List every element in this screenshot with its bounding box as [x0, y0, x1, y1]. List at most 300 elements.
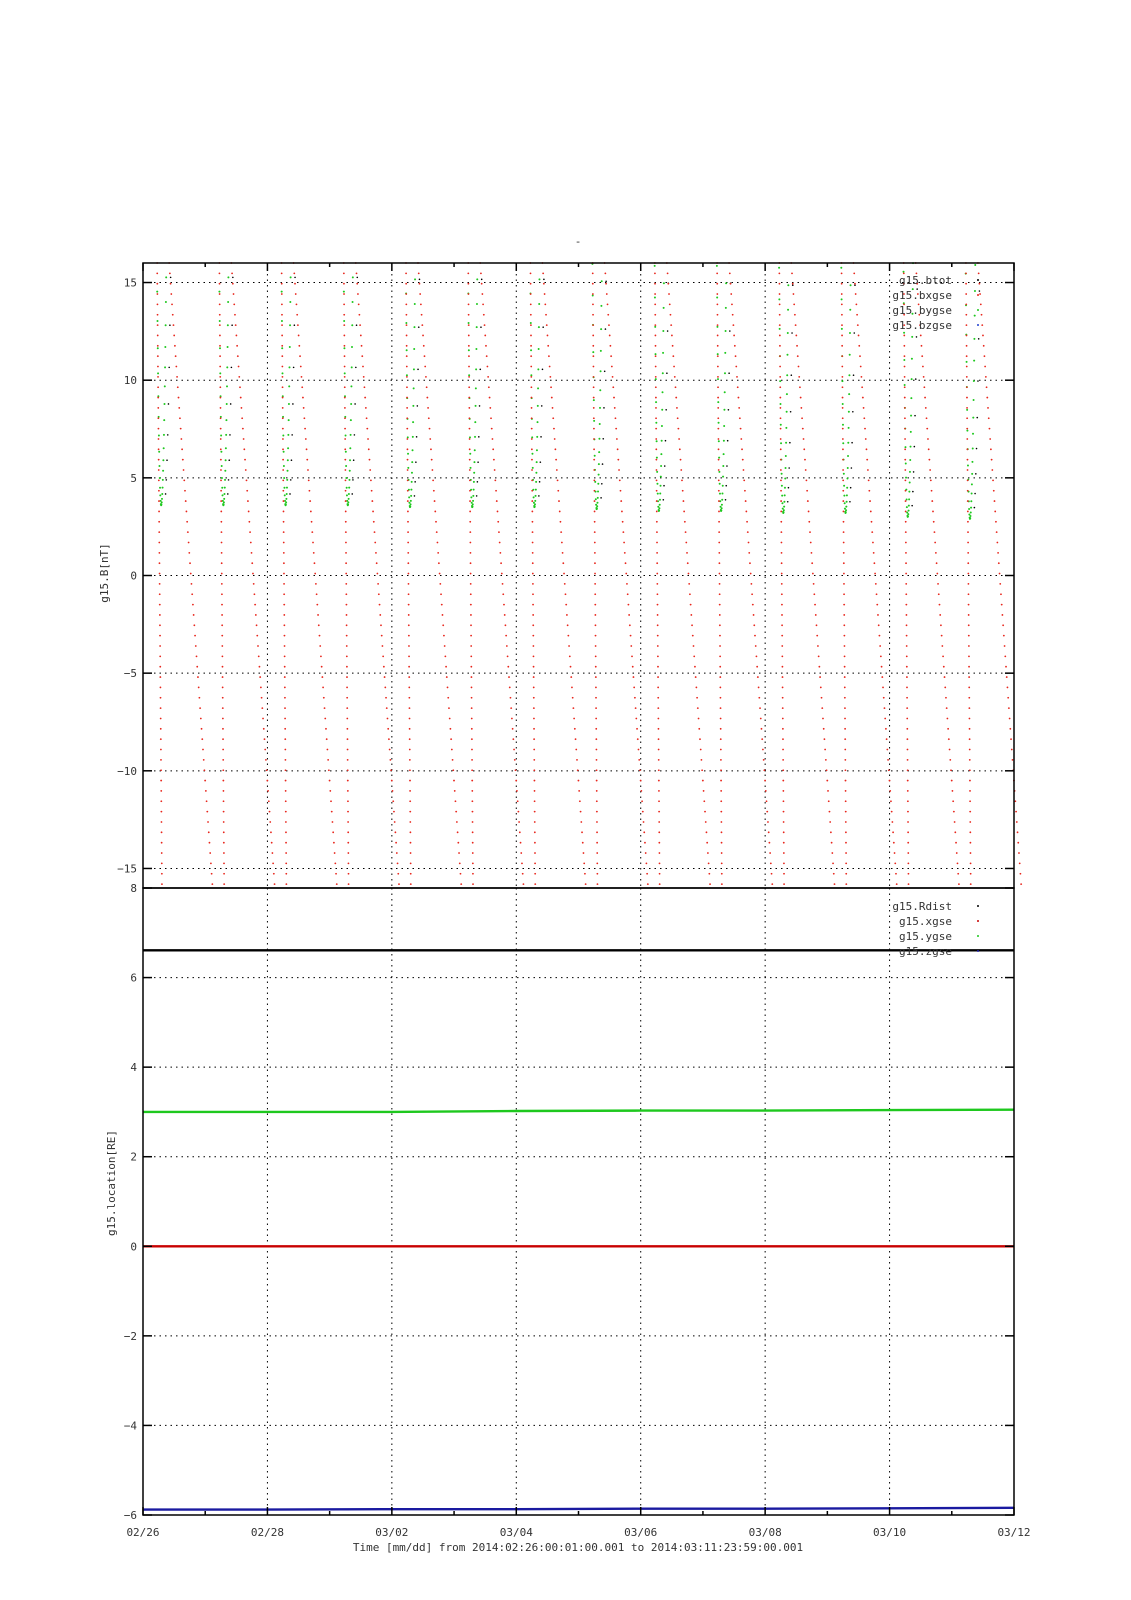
bxgse-point — [907, 842, 909, 844]
bxgse-point — [1007, 687, 1009, 689]
bxgse-point — [886, 738, 888, 740]
bxgse-point — [251, 562, 253, 564]
bxgse-point — [253, 583, 255, 585]
bxgse-point — [842, 386, 844, 388]
bxgse-point — [237, 355, 239, 357]
bxgse-point — [606, 293, 608, 295]
bxgse-point — [534, 842, 536, 844]
bygse-point — [908, 505, 910, 507]
bxgse-point — [534, 790, 536, 792]
bygse-point — [288, 403, 290, 405]
bxgse-point — [284, 687, 286, 689]
bxgse-point — [593, 469, 595, 471]
bxgse-point — [533, 707, 535, 709]
bygse-point — [350, 419, 352, 421]
bxgse-point — [923, 386, 925, 388]
bxgse-point — [533, 676, 535, 678]
bxgse-point — [966, 417, 968, 419]
bxgse-point — [303, 417, 305, 419]
bxgse-point — [346, 624, 348, 626]
bxgse-point — [806, 479, 808, 481]
legend-marker-ygse — [977, 935, 979, 937]
bygse-point — [286, 487, 288, 489]
bxgse-point — [188, 542, 190, 544]
bxgse-point — [347, 842, 349, 844]
bygse-point — [285, 501, 287, 503]
bxgse-point — [344, 407, 346, 409]
bxgse-point — [779, 397, 781, 399]
bxgse-point — [543, 283, 545, 285]
bygse-point — [413, 387, 415, 389]
bxgse-point — [468, 376, 470, 378]
bxgse-point — [409, 749, 411, 751]
bxgse-point — [408, 655, 410, 657]
bxgse-point — [921, 345, 923, 347]
bxgse-point — [845, 862, 847, 864]
bxgse-point — [327, 749, 329, 751]
bygse-point — [409, 505, 411, 507]
bxgse-point — [683, 500, 685, 502]
bxgse-point — [469, 511, 471, 513]
btot-point — [419, 279, 421, 281]
bxgse-point — [596, 831, 598, 833]
bxgse-point — [828, 800, 830, 802]
bxgse-point — [364, 397, 366, 399]
bxgse-point — [282, 490, 284, 492]
bxgse-point — [933, 521, 935, 523]
bygse-point — [594, 455, 596, 457]
bxgse-point — [657, 676, 659, 678]
bxgse-point — [306, 459, 308, 461]
bxgse-point — [259, 676, 261, 678]
bygse-point — [343, 320, 345, 322]
bygse-point — [784, 487, 786, 489]
bxgse-point — [970, 842, 972, 844]
bygse-point — [281, 320, 283, 322]
btot-point — [168, 403, 170, 405]
bxgse-point — [488, 386, 490, 388]
bxgse-point — [968, 593, 970, 595]
bygse-point — [350, 434, 352, 436]
bxgse-point — [594, 593, 596, 595]
bygse-point — [783, 509, 785, 511]
bxgse-point — [717, 386, 719, 388]
bygse-point — [287, 459, 289, 461]
bxgse-point — [406, 355, 408, 357]
bxgse-point — [579, 800, 581, 802]
bygse-point — [352, 301, 354, 303]
bxgse-point — [717, 428, 719, 430]
bxgse-point — [625, 573, 627, 575]
bygse-point — [219, 320, 221, 322]
bxgse-point — [186, 521, 188, 523]
bxgse-point — [906, 635, 908, 637]
bxgse-point — [283, 614, 285, 616]
bxgse-point — [578, 790, 580, 792]
bxgse-point — [1000, 593, 1002, 595]
bxgse-point — [282, 407, 284, 409]
bxgse-point — [669, 304, 671, 306]
bxgse-point — [283, 521, 285, 523]
bxgse-point — [393, 811, 395, 813]
bxgse-point — [682, 490, 684, 492]
bxgse-point — [761, 728, 763, 730]
btot-point — [292, 403, 294, 405]
bxgse-point — [936, 573, 938, 575]
btot-point — [853, 332, 855, 334]
bxgse-point — [966, 324, 968, 326]
bxgse-point — [248, 521, 250, 523]
bxgse-point — [328, 769, 330, 771]
bxgse-point — [596, 852, 598, 854]
bygse-point — [476, 278, 478, 280]
bxgse-point — [907, 790, 909, 792]
bxgse-point — [806, 490, 808, 492]
bxgse-point — [484, 324, 486, 326]
bxgse-point — [266, 769, 268, 771]
bygse-point — [407, 453, 409, 455]
bxgse-point — [844, 707, 846, 709]
bxgse-point — [429, 428, 431, 430]
bxgse-point — [721, 883, 723, 885]
bxgse-point — [841, 366, 843, 368]
bxgse-point — [781, 542, 783, 544]
bxgse-point — [654, 293, 656, 295]
bxgse-point — [583, 852, 585, 854]
bygse-point — [784, 478, 786, 480]
bxgse-point — [220, 490, 222, 492]
bxgse-point — [795, 335, 797, 337]
bxgse-point — [970, 883, 972, 885]
bygse-point — [535, 481, 537, 483]
bxgse-point — [905, 573, 907, 575]
bygse-point — [910, 446, 912, 448]
bygse-point — [281, 291, 283, 293]
bxgse-point — [472, 842, 474, 844]
bxgse-point — [751, 593, 753, 595]
bxgse-point — [905, 593, 907, 595]
bxgse-point — [533, 769, 535, 771]
bxgse-point — [845, 852, 847, 854]
bxgse-point — [604, 272, 606, 274]
bxgse-point — [685, 531, 687, 533]
bxgse-point — [656, 583, 658, 585]
bxgse-point — [523, 883, 525, 885]
bxgse-point — [1020, 883, 1022, 885]
bxgse-point — [783, 831, 785, 833]
bxgse-point — [308, 479, 310, 481]
bygse-point — [784, 494, 786, 496]
bygse-point — [966, 430, 968, 432]
bxgse-point — [343, 293, 345, 295]
bxgse-point — [365, 407, 367, 409]
bxgse-point — [966, 407, 968, 409]
bxgse-point — [344, 438, 346, 440]
bxgse-point — [965, 314, 967, 316]
bxgse-point — [985, 376, 987, 378]
bxgse-point — [680, 469, 682, 471]
bxgse-point — [658, 790, 660, 792]
btot-point — [356, 277, 358, 279]
bxgse-point — [333, 842, 335, 844]
bxgse-point — [544, 304, 546, 306]
bxgse-point — [655, 355, 657, 357]
bygse-point — [969, 517, 971, 519]
bygse-point — [157, 320, 159, 322]
bxgse-point — [881, 676, 883, 678]
bxgse-point — [282, 376, 284, 378]
bxgse-point — [470, 552, 472, 554]
bxgse-point — [406, 397, 408, 399]
bygse-point — [157, 372, 159, 374]
bxgse-point — [583, 862, 585, 864]
bxgse-point — [656, 479, 658, 481]
bxgse-point — [969, 738, 971, 740]
x-tick-label: 03/04 — [499, 1526, 533, 1539]
btot-point — [854, 284, 856, 286]
bxgse-point — [204, 769, 206, 771]
bxgse-point — [801, 417, 803, 419]
bxgse-point — [469, 542, 471, 544]
bxgse-point — [542, 272, 544, 274]
bygse-point — [287, 470, 289, 472]
bxgse-point — [628, 614, 630, 616]
bxgse-point — [343, 324, 345, 326]
btot-point — [293, 367, 295, 369]
bxgse-point — [235, 324, 237, 326]
bxgse-point — [999, 573, 1001, 575]
bxgse-point — [460, 873, 462, 875]
bxgse-point — [570, 676, 572, 678]
bygse-point — [225, 447, 227, 449]
bxgse-point — [360, 335, 362, 337]
bxgse-point — [161, 831, 163, 833]
bxgse-point — [716, 283, 718, 285]
bxgse-point — [689, 593, 691, 595]
bxgse-point — [780, 469, 782, 471]
bygse-point — [283, 477, 285, 479]
bxgse-point — [236, 335, 238, 337]
bxgse-point — [344, 428, 346, 430]
bygse-point — [224, 470, 226, 472]
bxgse-point — [594, 562, 596, 564]
bygse-point — [226, 366, 228, 368]
bxgse-point — [484, 335, 486, 337]
bxgse-point — [595, 655, 597, 657]
bxgse-point — [255, 614, 257, 616]
bxgse-point — [410, 862, 412, 864]
bxgse-point — [567, 635, 569, 637]
bxgse-point — [386, 707, 388, 709]
bxgse-point — [532, 645, 534, 647]
bxgse-point — [655, 397, 657, 399]
bxgse-point — [331, 811, 333, 813]
bxgse-point — [330, 800, 332, 802]
bygse-point — [220, 434, 222, 436]
bxgse-point — [534, 800, 536, 802]
bxgse-point — [439, 583, 441, 585]
bygse-point — [538, 326, 540, 328]
bxgse-point — [805, 469, 807, 471]
bxgse-point — [593, 428, 595, 430]
bxgse-point — [593, 417, 595, 419]
bxgse-point — [721, 842, 723, 844]
bxgse-point — [497, 521, 499, 523]
bxgse-point — [299, 355, 301, 357]
bxgse-point — [966, 335, 968, 337]
bxgse-point — [531, 479, 533, 481]
bxgse-point — [573, 718, 575, 720]
bygse-point — [475, 387, 477, 389]
bxgse-point — [520, 842, 522, 844]
bxgse-point — [657, 635, 659, 637]
btot-point — [787, 501, 789, 503]
bxgse-point — [865, 438, 867, 440]
bxgse-point — [906, 707, 908, 709]
bxgse-point — [640, 780, 642, 782]
bxgse-point — [196, 666, 198, 668]
bxgse-point — [667, 283, 669, 285]
bygse-point — [159, 487, 161, 489]
bxgse-point — [222, 707, 224, 709]
btot-point — [788, 487, 790, 489]
bxgse-point — [380, 624, 382, 626]
bottom-grid — [143, 888, 1014, 1515]
bxgse-point — [609, 335, 611, 337]
bygse-point — [841, 380, 843, 382]
bxgse-point — [592, 345, 594, 347]
bxgse-point — [845, 821, 847, 823]
bxgse-point — [301, 376, 303, 378]
btot-point — [726, 465, 728, 467]
bxgse-point — [742, 459, 744, 461]
bxgse-point — [800, 397, 802, 399]
bxgse-point — [814, 604, 816, 606]
bxgse-point — [160, 811, 162, 813]
bxgse-point — [986, 386, 988, 388]
bxgse-point — [222, 697, 224, 699]
bxgse-point — [471, 780, 473, 782]
bygse-point — [163, 419, 165, 421]
bygse-point — [473, 481, 475, 483]
bygse-point — [849, 309, 851, 311]
bygse-point — [656, 440, 658, 442]
btot-point — [354, 403, 356, 405]
bxgse-point — [495, 490, 497, 492]
bxgse-point — [656, 521, 658, 523]
bxgse-point — [447, 687, 449, 689]
legend-label: g15.Rdist — [892, 900, 952, 913]
bxgse-point — [567, 624, 569, 626]
bxgse-point — [871, 521, 873, 523]
bxgse-point — [946, 718, 948, 720]
bxgse-point — [408, 604, 410, 606]
bxgse-point — [219, 366, 221, 368]
bxgse-point — [471, 800, 473, 802]
bygse-point — [470, 496, 472, 498]
bxgse-point — [345, 521, 347, 523]
bxgse-point — [283, 624, 285, 626]
bxgse-point — [264, 738, 266, 740]
bxgse-point — [531, 428, 533, 430]
bxgse-point — [372, 511, 374, 513]
bxgse-point — [359, 324, 361, 326]
bxgse-point — [469, 417, 471, 419]
bxgse-point — [281, 366, 283, 368]
bxgse-point — [347, 738, 349, 740]
bxgse-point — [282, 469, 284, 471]
bxgse-point — [419, 293, 421, 295]
bxgse-point — [423, 345, 425, 347]
btot-point — [170, 277, 172, 279]
bxgse-point — [928, 448, 930, 450]
bygse-point — [969, 515, 971, 517]
bxgse-point — [564, 583, 566, 585]
bxgse-point — [511, 718, 513, 720]
bxgse-point — [721, 852, 723, 854]
bxgse-point — [792, 283, 794, 285]
bygse-point — [906, 498, 908, 500]
bxgse-point — [943, 666, 945, 668]
bxgse-point — [1002, 614, 1004, 616]
bxgse-point — [706, 842, 708, 844]
bxgse-point — [468, 355, 470, 357]
btot-point — [913, 471, 915, 473]
bxgse-point — [829, 821, 831, 823]
bxgse-point — [779, 386, 781, 388]
bxgse-point — [657, 624, 659, 626]
bxgse-point — [409, 821, 411, 823]
bxgse-point — [761, 738, 763, 740]
bygse-point — [781, 473, 783, 475]
bygse-point — [414, 303, 416, 305]
btot-point — [166, 479, 168, 481]
bxgse-point — [376, 573, 378, 575]
bxgse-point — [472, 862, 474, 864]
bxgse-point — [303, 407, 305, 409]
bxgse-point — [284, 718, 286, 720]
bxgse-point — [905, 604, 907, 606]
bxgse-point — [753, 614, 755, 616]
bxgse-point — [470, 635, 472, 637]
bygse-point — [599, 407, 601, 409]
bygse-point — [225, 434, 227, 436]
bxgse-point — [408, 697, 410, 699]
bxgse-point — [193, 624, 195, 626]
bygse-point — [660, 465, 662, 467]
bxgse-point — [970, 873, 972, 875]
bygse-point — [841, 328, 843, 330]
bxgse-point — [271, 842, 273, 844]
bxgse-point — [379, 604, 381, 606]
bxgse-point — [249, 531, 251, 533]
bxgse-point — [220, 500, 222, 502]
bxgse-point — [322, 687, 324, 689]
bxgse-point — [755, 645, 757, 647]
bxgse-point — [874, 573, 876, 575]
bxgse-point — [841, 335, 843, 337]
bxgse-point — [266, 780, 268, 782]
bxgse-point — [469, 428, 471, 430]
bxgse-point — [534, 862, 536, 864]
bxgse-point — [997, 552, 999, 554]
bxgse-point — [282, 448, 284, 450]
bxgse-point — [284, 655, 286, 657]
bxgse-point — [270, 831, 272, 833]
bxgse-point — [159, 635, 161, 637]
bygse-point — [842, 424, 844, 426]
bxgse-point — [921, 355, 923, 357]
